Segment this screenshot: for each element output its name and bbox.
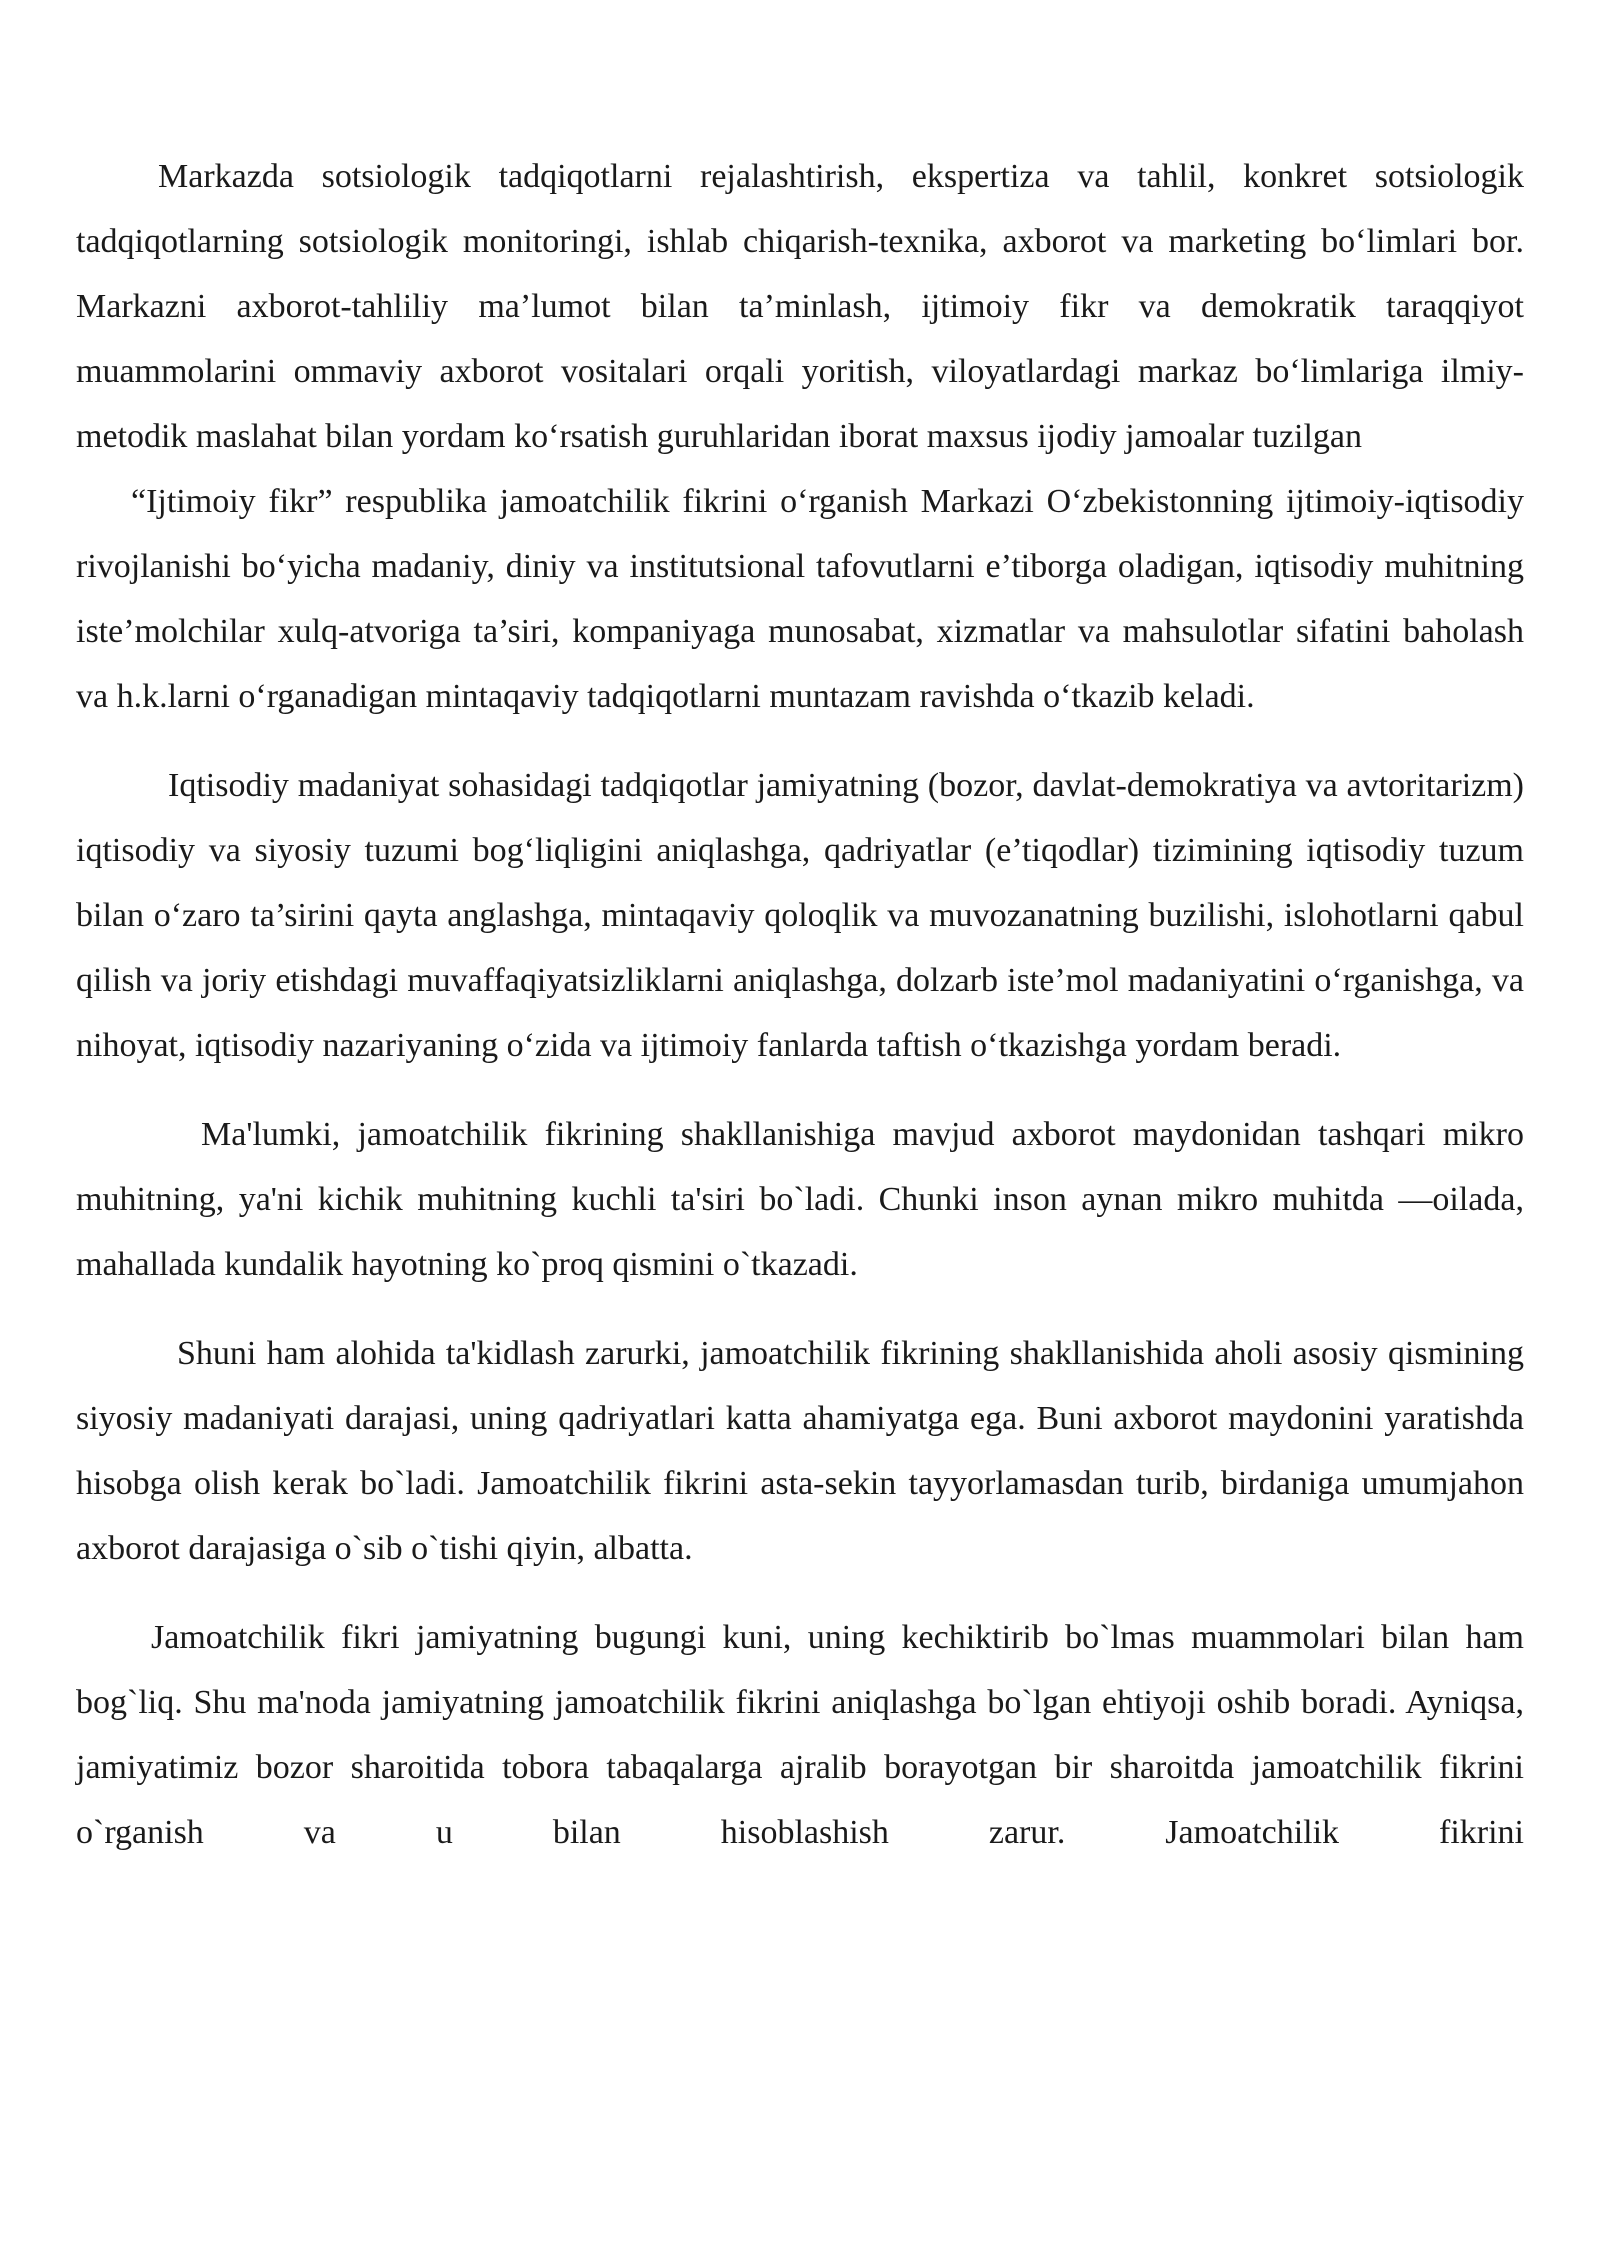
- paragraph-public-opinion-needs: Jamoatchilik fikri jamiyatning bugungi kuni, uning kechiktirib bo`lmas muammolari bilan ham bog`liq. Shu ma'noda jamiyatning jamoatchilik fikrini aniqlashga bo`lgan ehtiyoji oshib boradi. Ayniqsa, jamiyatimiz bozor sharoitida tobora tabaqalarga ajralib borayotgan bir sharoitda jamoatchilik fikrini o`rganish va u bilan hisoblashish zarur. Jamoatchilik fikrini: [76, 1619, 1524, 1851]
- paragraph-economic-culture: Iqtisodiy madaniyat sohasidagi tadqiqotlar jamiyatning (bozor, davlat-demokratiya va avtoritarizm) iqtisodiy va siyosiy tuzumi bog‘liqligini aniqlashga, qadriyatlar (e’tiqodlar) tizimining iqtisodiy tuzum bilan o‘zaro ta’sirini qayta anglashga, mintaqaviy qoloqlik va muvozanatning buzilishi, islohotlarni qabul qilish va joriy etishdagi muvaffaqiyatsizliklarni aniqlashga, dolzarb iste’mol madaniyatini o‘rganishga, va nihoyat, iqtisodiy nazariyaning o‘zida va ijtimoiy fanlarda taftish o‘tkazishga yordam beradi.: [76, 767, 1524, 1064]
- paragraph-political-culture: Shuni ham alohida ta'kidlash zarurki, jamoatchilik fikrining shakllanishida aholi asosiy qismining siyosiy madaniyati darajasi, uning qadriyatlari katta ahamiyatga ega. Buni axborot maydonini yaratishda hisobga olish kerak bo`ladi. Jamoatchilik fikrini asta-sekin tayyorlamasdan turib, birdaniga umumjahon axborot darajasiga o`sib o`tishi qiyin, albatta.: [76, 1335, 1524, 1567]
- paragraph-micro-environment: Ma'lumki, jamoatchilik fikrining shakllanishiga mavjud axborot maydonidan tashqari mikro muhitning, ya'ni kichik muhitning kuchli ta'siri bo`ladi. Chunki inson aynan mikro muhitda —oilada, mahallada kundalik hayotning ko`proq qismini o`tkazadi.: [76, 1116, 1524, 1283]
- paragraph-research-departments: Markazda sotsiologik tadqiqotlarni rejalashtirish, ekspertiza va tahlil, konkret sotsiologik tadqiqotlarning sotsiologik monitoringi, ishlab chiqarish-texnika, axborot va marketing bo‘limlari bor. Markazni axborot-tahliliy ma’lumot bilan ta’minlash, ijtimoiy fikr va demokratik taraqqiyot muammolarini ommaviy axborot vositalari orqali yoritish, viloyatlardagi markaz bo‘limlariga ilmiy-metodik maslahat bilan yordam ko‘rsatish guruhlaridan iborat maxsus ijodiy jamoalar tuzilgan: [76, 158, 1524, 455]
- paragraph-public-opinion-center: “Ijtimoiy fikr” respublika jamoatchilik fikrini o‘rganish Markazi O‘zbekistonning ijtimoiy-iqtisodiy rivojlanishi bo‘yicha madaniy, diniy va institutsional tafovutlarni e’tiborga oladigan, iqtisodiy muhitning iste’molchilar xulq-atvoriga ta’siri, kompaniyaga munosabat, xizmatlar va mahsulotlar sifatini baholash va h.k.larni o‘rganadigan mintaqaviy tadqiqotlarni muntazam ravishda o‘tkazib keladi.: [76, 483, 1524, 715]
- document-page: [76, 144, 1524, 1865]
